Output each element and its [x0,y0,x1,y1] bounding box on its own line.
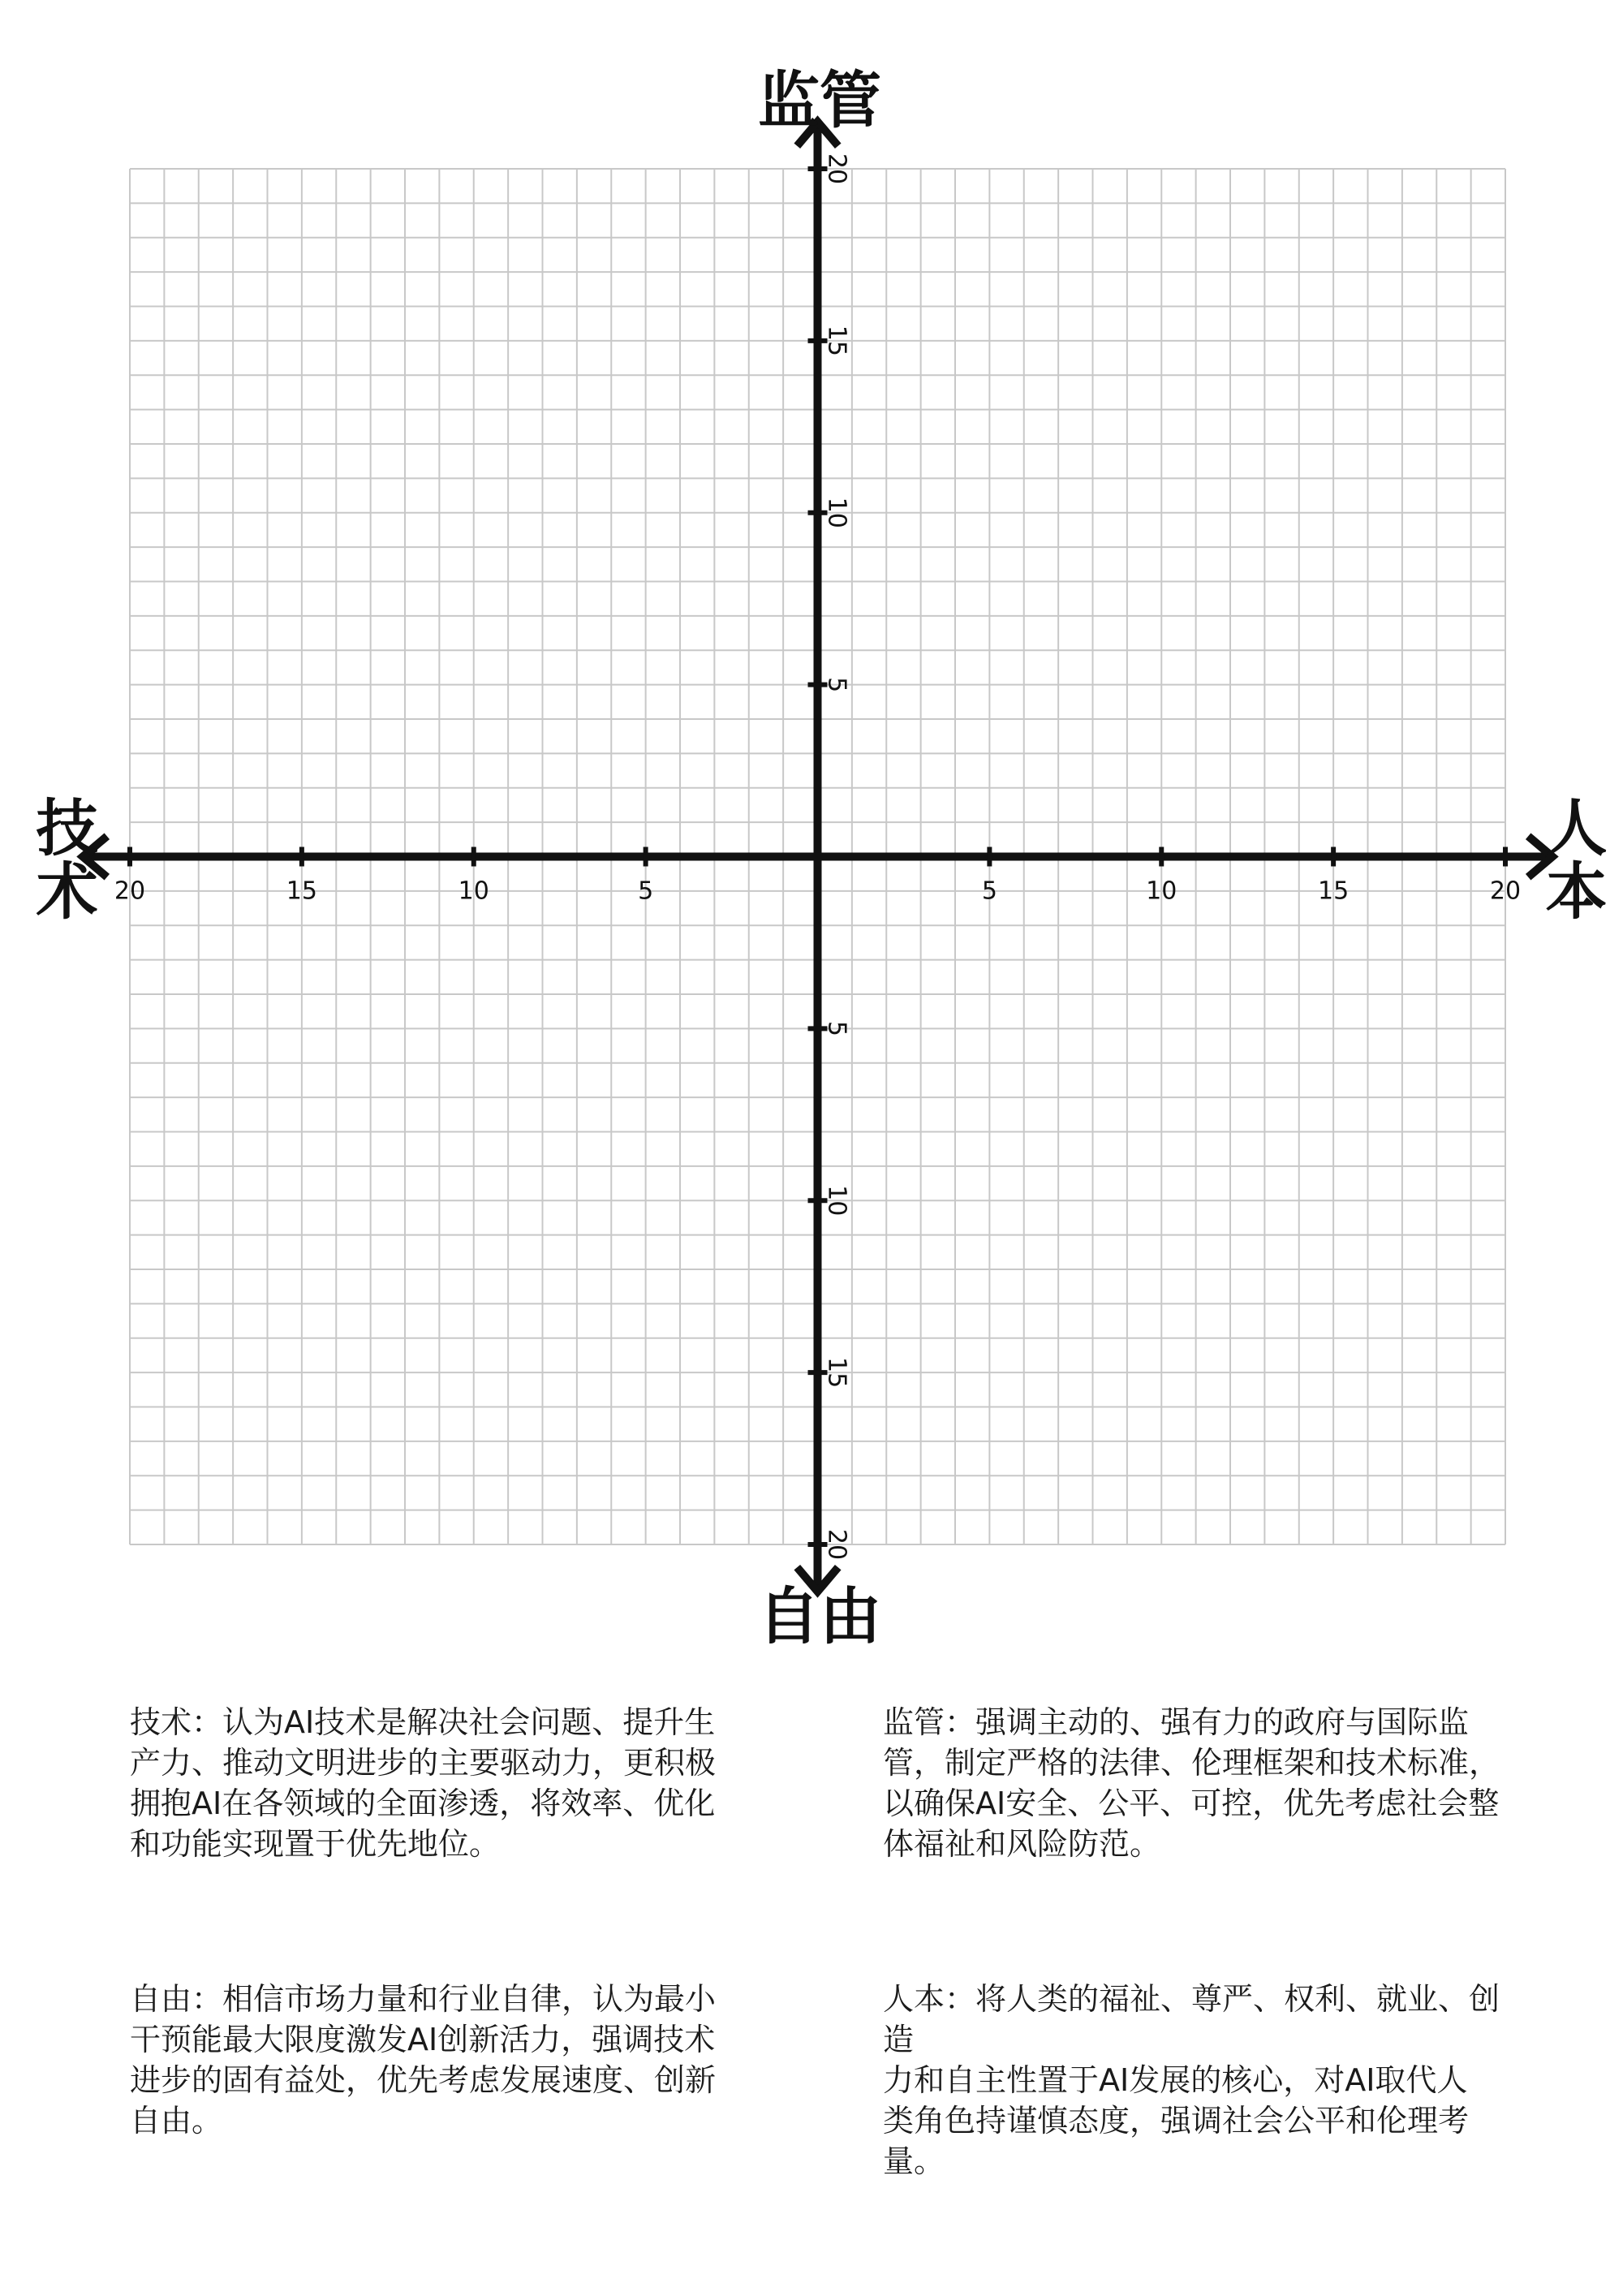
x-tick-label: 5 [638,877,654,906]
description-tech: 技术：认为AI技术是解决社会问题、提升生 产力、推动文明进步的主要驱动力，更积极 拥抱AI在各领域的全面渗透，将效率、优化 和功能实现置于优先地位。 [130,1704,717,1862]
axis-label-left: 技术 [26,795,98,922]
description-freedom: 自由：相信市场力量和行业自律，认为最小 干预能最大限度激发AI创新活力，强调技术 进步的固有益处，优先考虑发展速度、创新 自由。 [130,1981,717,2139]
axis-label-right: 人本 [1535,795,1608,922]
x-tick-label: 5 [981,877,997,906]
description-regulation: 监管：强调主动的、强有力的政府与国际监 管，制定严格的法律、伦理框架和技术标准， 以确保AI安全、公平、可控，优先考虑社会整 体福祉和风险防范。 [883,1704,1500,1862]
y-tick-label: 20 [822,153,851,185]
y-tick-label: 10 [822,497,851,528]
x-tick-label: 10 [1146,877,1177,906]
y-tick-label: 5 [822,1020,851,1036]
x-tick-label: 15 [286,877,317,906]
x-tick-label: 20 [1489,877,1522,906]
axis-label-top: 监管 [758,64,881,136]
y-tick-label: 5 [822,677,851,693]
y-tick-label: 15 [822,1357,851,1389]
x-tick-label: 10 [458,877,489,906]
y-tick-label: 20 [822,1528,851,1561]
x-tick-label: 15 [1318,877,1350,906]
y-tick-label: 15 [822,325,851,356]
description-humanism: 人本：将人类的福祉、尊严、权利、就业、创造 力和自主性置于AI发展的核心，对AI取代人 类角色持谨慎态度，强调社会公平和伦理考 量。 [883,1981,1500,2179]
x-tick-label: 20 [114,877,146,906]
y-tick-label: 10 [822,1185,851,1217]
axis-label-bottom: 自由 [758,1580,881,1652]
